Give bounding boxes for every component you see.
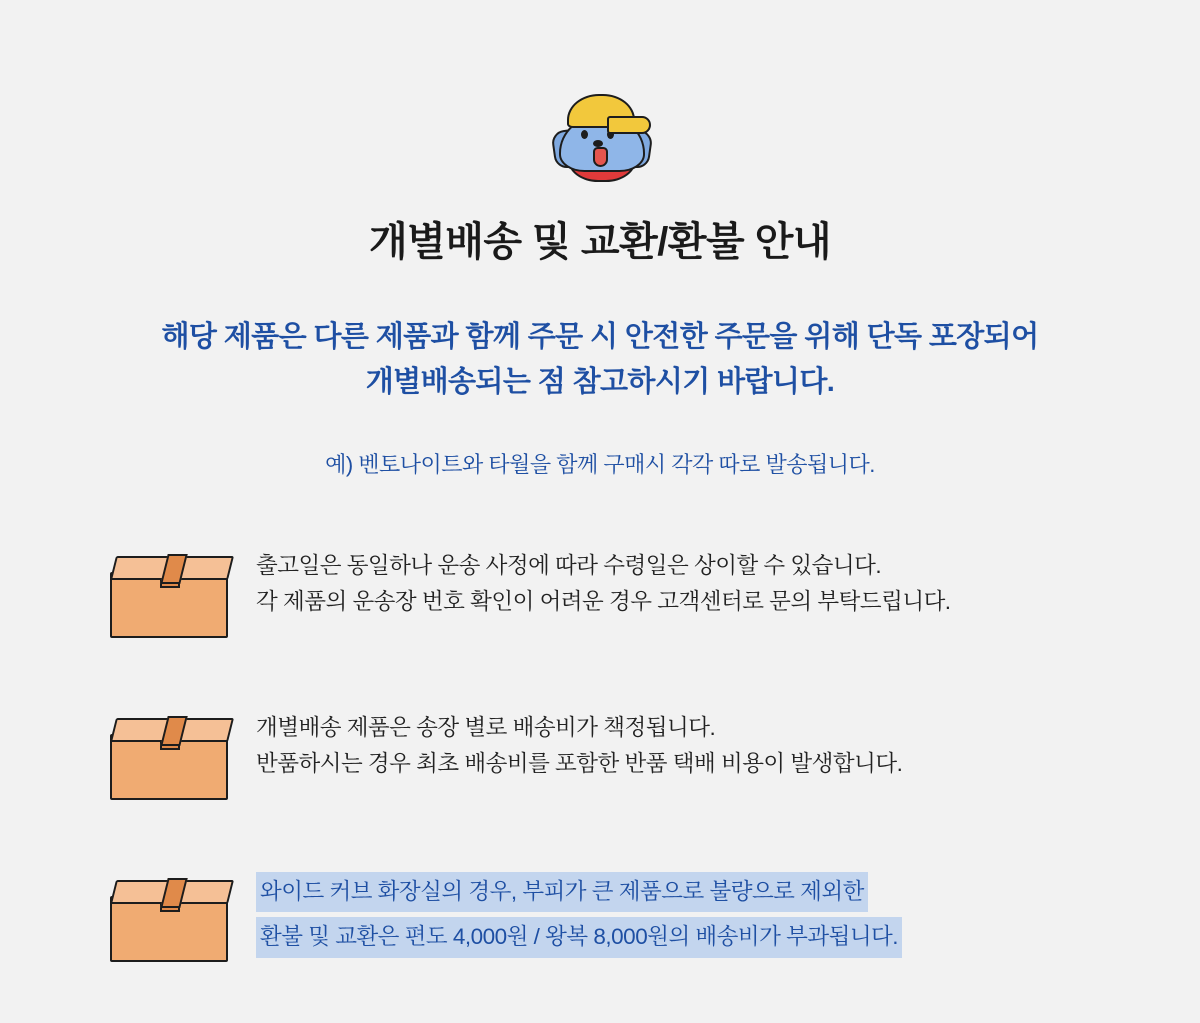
list-item <box>110 872 1110 964</box>
list-item <box>110 710 1110 802</box>
mascot-illustration-wrap <box>0 92 1200 184</box>
note-text-highlighted <box>230 872 1110 963</box>
mascot-cap-brim <box>607 116 651 134</box>
note-line: 환불 및 교환은 편도 4,000원 / 왕복 8,000원의 배송비가 부과됩니다. <box>256 917 902 957</box>
package-box-icon <box>110 554 230 640</box>
example-text: 예) 벤토나이트와 타월을 함께 구매시 각각 따로 발송됩니다. <box>325 452 875 477</box>
note-line: 출고일은 동일하나 운송 사정에 따라 수령일은 상이할 수 있습니다. <box>256 553 882 578</box>
notes-list <box>110 548 1110 964</box>
mascot-nose <box>593 140 603 147</box>
page-title: 개별배송 및 교환/환불 안내 <box>369 220 831 264</box>
dog-mascot-with-cap-icon <box>545 92 655 184</box>
note-line: 각 제품의 운송장 번호 확인이 어려운 경우 고객센터로 문의 부탁드립니다. <box>256 589 951 615</box>
lead-paragraph <box>0 315 1200 405</box>
note-line: 반품하시는 경우 최초 배송비를 포함한 반품 택배 비용이 발생합니다. <box>256 751 903 777</box>
package-box-icon <box>110 878 230 964</box>
note-line: 개별배송 제품은 송장 별로 배송비가 책정됩니다. <box>256 715 716 740</box>
note-line: 와이드 커브 화장실의 경우, 부피가 큰 제품으로 불량으로 제외한 <box>256 872 868 912</box>
package-box-icon <box>110 716 230 802</box>
list-item <box>110 548 1110 640</box>
lead-line-1: 해당 제품은 다른 제품과 함께 주문 시 안전한 주문을 위해 단독 포장되어 <box>161 321 1039 353</box>
lead-line-2: 개별배송되는 점 참고하시기 바랍니다. <box>365 365 835 398</box>
note-text <box>230 710 902 783</box>
mascot-eye-left <box>581 130 588 139</box>
note-text <box>230 548 951 621</box>
mascot-tongue <box>593 147 608 167</box>
